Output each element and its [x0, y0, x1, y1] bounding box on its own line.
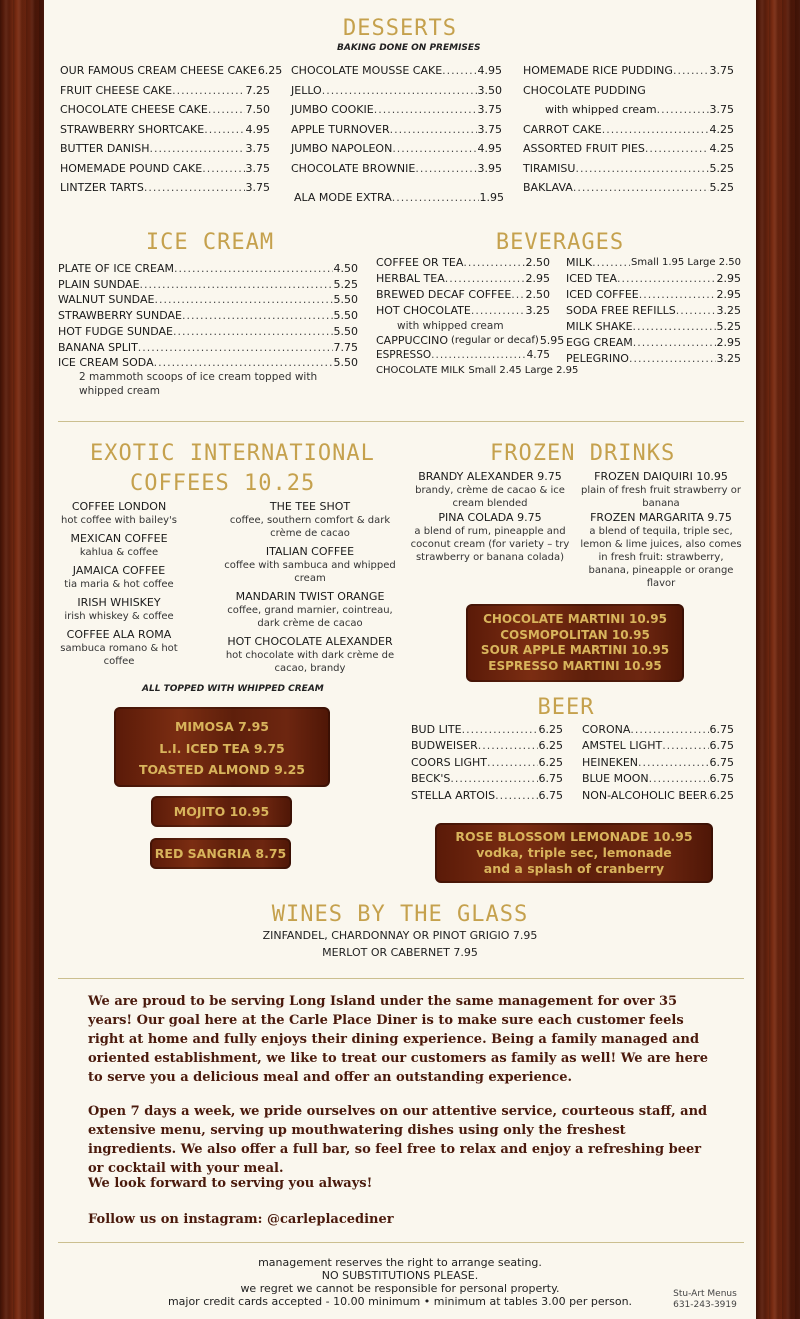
menu-item [58, 308, 358, 324]
instagram-line: Follow us on instagram: @carleplacediner [88, 1212, 394, 1227]
menu-item [411, 722, 563, 738]
menu-item-name: SODA FREE REFILLS [566, 304, 676, 317]
menu-item-name: CHOCOLATE CHEESE CAKE [60, 103, 208, 116]
menu-item: MILK ..... Small 1.95 Large 2.50 [566, 255, 741, 271]
menu-item [582, 738, 734, 754]
plaque-line: MIMOSA 7.95 [174, 719, 270, 734]
menu-item-price: 4.95 [477, 142, 502, 155]
drink-desc: hot coffee with bailey's [60, 515, 177, 526]
drink-name: MANDARIN TWIST ORANGE [235, 590, 385, 603]
menu-item-name: BECK'S [411, 772, 451, 786]
drink-desc: sambuca romano & hot coffee [60, 643, 178, 667]
menu-item-name: CORONA [582, 723, 631, 736]
menu-item-price: 3.25 [716, 352, 741, 365]
coffees-right [224, 500, 396, 680]
menu-item [523, 159, 734, 179]
menu-item-price: 5.25 [716, 320, 741, 333]
menu-item-name: LINTZER TARTS [60, 181, 144, 194]
menu-item [566, 319, 741, 335]
menu-item: HOMEMADE RICE PUDDING ..... 3.75 [523, 61, 734, 81]
drink-desc: a blend of rum, pineapple and coconut cream (for variety – try strawberry or banana colada) [410, 526, 570, 563]
menu-item-name: TIRAMISU [523, 161, 576, 175]
menu-item-name: PLAIN SUNDAE [58, 277, 140, 291]
menu-item-price: 3.75 [245, 142, 270, 155]
drink-desc: brandy, crème de cacao & ice cream blended [415, 485, 565, 509]
menu-item [291, 100, 502, 120]
plaque-line: L.I. ICED TEA 9.75 [159, 740, 285, 756]
menu-item-price: 3.25 [716, 304, 741, 317]
hot-choc-note: with whipped cream [397, 320, 504, 332]
menu-item [58, 340, 358, 356]
frozen-title: FROZEN DRINKS [490, 441, 676, 466]
menu-item [291, 81, 502, 101]
drink-name: JAMAICA COFFEE [72, 564, 166, 577]
menu-item-price: 6.25 [257, 64, 283, 77]
menu-item-price: 5.50 [333, 293, 358, 307]
menu-item-price: 2.95 [716, 272, 741, 285]
drink-desc: hot chocolate with dark crème de cacao, brandy [225, 650, 395, 674]
sangria-plaque: RED SANGRIA 8.75 [150, 838, 291, 869]
menu-item [523, 178, 734, 198]
menu-item-price: 6.75 [538, 772, 563, 786]
menu-item-name: WALNUT SUNDAE [58, 293, 155, 307]
menu-item-price: 6.25 [538, 739, 563, 753]
menu-item [566, 271, 741, 287]
menu-item-name: BAKLAVA [523, 181, 573, 194]
drink-desc: coffee, southern comfort & dark crème de cacao [229, 515, 391, 539]
drink-name: HOT CHOCOLATE ALEXANDER [227, 635, 393, 648]
menu-item-name: PLATE OF ICE CREAM [58, 262, 174, 275]
menu-item-name: STELLA ARTOIS [411, 788, 496, 802]
desserts-col-3-list [523, 120, 734, 198]
drink-item [224, 500, 396, 540]
menu-item-name: CHOCOLATE BROWNIE [291, 161, 416, 175]
menu-item-name: HOMEMADE POUND CAKE [60, 161, 203, 175]
menu-item-name: EGG CREAM [566, 336, 633, 349]
drink-desc: coffee, grand marnier, cointreau, dark crème de cacao [227, 605, 393, 629]
desserts-col-3 [523, 61, 734, 198]
menu-item [291, 139, 502, 159]
plaque-line: CHOCOLATE MARTINI 10.95 [483, 612, 667, 626]
menu-item-price: 5.50 [333, 356, 358, 370]
menu-item-price: 6.75 [709, 739, 734, 753]
frozen-right [580, 470, 742, 591]
about-paragraph-2: Open 7 days a week, we pride ourselves on our attentive service, courteous staff, and extensive menu, serving up mouthwatering dishes using only the freshest ingredients. We also offer a full bar, so feel free to relax and enjoy a refreshing beer or cocktail with your meal. [88, 1104, 708, 1176]
plaque-line: vodka, triple sec, lemonade [476, 845, 672, 860]
plaque-line: and a splash of cranberry [483, 861, 665, 876]
menu-item-name: OUR FAMOUS CREAM CHEESE CAKE [60, 64, 257, 77]
menu-item [291, 61, 502, 81]
ice-cream-title: ICE CREAM [145, 230, 275, 255]
menu-item-name: JUMBO NAPOLEON [291, 142, 393, 155]
menu-item-name: HERBAL TEA [376, 272, 445, 285]
menu-item [58, 292, 358, 308]
desserts-subtitle: BAKING DONE ON PREMISES [337, 43, 481, 53]
drink-name: BRANDY ALEXANDER 9.75 [418, 470, 562, 483]
credit-name: Stu-Art Menus [673, 1289, 737, 1299]
menu-item [566, 351, 741, 367]
wines-title: WINES BY THE GLASS [271, 902, 529, 927]
drink-item [60, 596, 178, 623]
desserts-col-2 [291, 61, 502, 178]
menu-item [58, 261, 358, 277]
drink-item [224, 635, 396, 675]
drink-item [405, 511, 575, 564]
menu-item-price: 6.25 [538, 755, 563, 769]
about-paragraph-3: We look forward to serving you always! [88, 1176, 373, 1191]
divider [58, 1242, 744, 1243]
menu-item [291, 159, 502, 179]
menu-item-name: ICED COFFEE [566, 288, 639, 301]
about-paragraph-1: We are proud to be serving Long Island under the same management for over 35 years! Our goal here at the Carle Place Diner is to make sure each customer feels right at home and fully enjoys their dining experience. Being a family managed and oriented establishment, we like to treat our customers as family as well! We are here to serve you a delicious meal and offer an outstanding experience. [88, 994, 708, 1085]
coffees-title-2: COFFEES 10.25 [130, 471, 316, 496]
menu-item-name: BANANA SPLIT [58, 340, 138, 354]
plaque-line: ROSE BLOSSOM LEMONADE 10.95 [455, 829, 693, 844]
ice-cream-list [58, 261, 358, 371]
footer-line-2: NO SUBSTITUTIONS PLEASE. [321, 1269, 479, 1282]
menu-item [523, 120, 734, 140]
menu-item-price: 6.75 [709, 755, 734, 769]
menu-item [411, 738, 563, 754]
menu-item-price: 7.25 [245, 83, 270, 97]
menu-item-name: BUDWEISER [411, 739, 478, 753]
menu-item-price: 4.25 [709, 142, 734, 155]
footer-line-1: management reserves the right to arrange seating. [258, 1256, 542, 1269]
menu-item-price: 3.50 [477, 83, 502, 97]
menu-item-price: 2.50 [525, 288, 550, 301]
menu-item-price: 2.95 [716, 288, 741, 301]
ala-mode-row: ALA MODE EXTRA ..... 1.95 [294, 188, 504, 208]
menu-item-name: BLUE MOON [582, 772, 649, 786]
menu-item-name: COORS LIGHT [411, 755, 488, 769]
menu-item [566, 335, 741, 351]
drink-name: FROZEN DAIQUIRI 10.95 [594, 470, 728, 483]
menu-item [566, 287, 741, 303]
drink-item [60, 532, 178, 559]
menu-item [60, 120, 270, 140]
menu-item [411, 788, 563, 804]
menu-item-price: 3.75 [245, 181, 270, 194]
coffees-left [60, 500, 178, 673]
menu-item [582, 771, 734, 787]
lemonade-plaque [435, 823, 713, 883]
beer-title: BEER [537, 695, 595, 720]
menu-item-name: HOT CHOCOLATE [376, 304, 471, 317]
menu-item [582, 788, 734, 804]
drink-item [580, 470, 742, 510]
drink-name: MEXICAN COFFEE [70, 532, 168, 545]
drink-name: FROZEN MARGARITA 9.75 [590, 511, 732, 524]
drink-desc: a blend of tequila, triple sec, lemon & lime juices, also comes in fresh fruit: strawberry, banana, pineapple or orange flavor [580, 526, 742, 589]
plaque-line: SOUR APPLE MARTINI 10.95 [480, 643, 670, 657]
menu-item-name: AMSTEL LIGHT [582, 739, 663, 753]
divider [58, 421, 744, 422]
menu-item [58, 277, 358, 293]
menu-item-price: 3.75 [477, 122, 502, 136]
divider [58, 978, 744, 979]
menu-item-name: ICED TEA [566, 272, 618, 285]
menu-item-price: 5.25 [333, 277, 358, 291]
menu-item-sub: with whipped cream ..... 3.75 [523, 100, 734, 120]
menu-item-price: 2.95 [716, 336, 741, 349]
wood-border-right [756, 0, 800, 1319]
drink-item [580, 511, 742, 590]
menu-item-name: APPLE TURNOVER [291, 122, 390, 136]
menu-item-name: COFFEE OR TEA [376, 256, 464, 269]
menu-item-name: BUTTER DANISH [60, 142, 150, 155]
menu-item-price: 7.50 [245, 103, 270, 116]
martini-plaque [466, 604, 684, 682]
mojito-plaque: MOJITO 10.95 [151, 796, 292, 827]
menu-item-price: 5.25 [709, 161, 734, 175]
drink-desc: plain of fresh fruit strawberry or banana [581, 485, 741, 509]
menu-item-price: 3.75 [477, 103, 502, 116]
menu-item-price: 7.75 [333, 340, 358, 354]
beverages-col-1 [376, 255, 579, 379]
menu-item-price: 6.25 [709, 788, 734, 802]
menu-item-price: 5.50 [333, 324, 358, 338]
menu-item [376, 271, 550, 287]
drink-item [224, 545, 396, 585]
menu-item-name: CARROT CAKE [523, 122, 602, 136]
menu-item-name: JELLO [291, 83, 322, 97]
ice-cream-note: 2 mammoth scoops of ice cream topped with whipped cream [79, 371, 318, 397]
menu-item [376, 303, 550, 319]
menu-item [582, 755, 734, 771]
menu-item-name: CHOCOLATE MOUSSE CAKE [291, 64, 443, 77]
menu-item: CAPPUCCINO (regular or decaf) 5.95 [376, 334, 565, 347]
menu-item-price: 6.25 [538, 723, 563, 736]
menu-item [376, 255, 550, 271]
beer-col-2 [582, 722, 734, 804]
menu-item-name: BREWED DECAF COFFEE [376, 288, 512, 301]
menu-item-price: 5.50 [333, 309, 358, 323]
menu-item [376, 287, 550, 303]
drink-desc: tia maria & hot coffee [64, 579, 174, 590]
menu-item-price: 2.95 [525, 272, 550, 285]
plaque-line: COSMOPOLITAN 10.95 [500, 627, 650, 642]
beer-col-1 [411, 722, 563, 804]
menu-item-name: NON-ALCOHOLIC BEER [582, 788, 708, 802]
menu-item [60, 61, 283, 81]
drink-desc: irish whiskey & coffee [64, 611, 174, 622]
menu-item [582, 722, 734, 738]
menu-item-price: 3.25 [525, 304, 550, 317]
menu-item-name: STRAWBERRY SHORTCAKE [60, 122, 205, 136]
menu-item [60, 100, 270, 120]
drink-name: COFFEE ALA ROMA [66, 628, 172, 641]
menu-item-price: 4.25 [709, 122, 734, 136]
menu-item-price: 3.75 [245, 161, 270, 175]
menu-item-name: MILK SHAKE [566, 320, 633, 333]
menu-item-name: ICE CREAM SODA [58, 356, 154, 370]
mimosa-plaque [114, 707, 330, 787]
plaque-line: ESPRESSO MARTINI 10.95 [488, 658, 662, 673]
menu-item-price: 2.50 [525, 256, 550, 269]
frozen-left [405, 470, 575, 565]
coffees-title-1: EXOTIC INTERNATIONAL [90, 441, 375, 466]
wines-line-1: ZINFANDEL, CHARDONNAY OR PINOT GRIGIO 7.95 [262, 929, 538, 942]
drink-desc: kahlua & coffee [79, 547, 159, 558]
menu-item-name: PELEGRINO [566, 352, 629, 365]
menu-item [60, 159, 270, 179]
menu-item: CHOCOLATE MILK Small 2.45 Large 2.95 [376, 365, 579, 376]
drink-name: ITALIAN COFFEE [265, 545, 355, 558]
menu-item-price: 5.25 [709, 181, 734, 194]
menu-item: CHOCOLATE PUDDING [523, 83, 646, 97]
menu-item-name: STRAWBERRY SUNDAE [58, 309, 183, 323]
menu-item-name: HOT FUDGE SUNDAE [58, 324, 173, 338]
menu-item-price: 4.50 [333, 262, 358, 275]
drink-item [60, 628, 178, 668]
menu-item [60, 178, 270, 198]
menu-item-name: JUMBO COOKIE [291, 103, 374, 116]
drink-item [405, 470, 575, 510]
drink-desc: coffee with sambuca and whipped cream [224, 560, 396, 584]
plaque-line: TOASTED ALMOND 9.25 [138, 762, 306, 777]
credit-phone: 631-243-3919 [673, 1300, 737, 1310]
menu-item-name: ASSORTED FRUIT PIES [523, 142, 645, 155]
desserts-col-1 [60, 61, 283, 198]
menu-item [60, 139, 270, 159]
drink-item [60, 500, 178, 527]
menu-item-price: 6.75 [709, 723, 734, 736]
menu-item [58, 355, 358, 371]
menu-item-name: BUD LITE [411, 723, 462, 736]
menu-item-name: FRUIT CHEESE CAKE [60, 83, 173, 97]
drink-name: PINA COLADA 9.75 [438, 511, 542, 524]
wines-line-2: MERLOT OR CABERNET 7.95 [322, 946, 478, 959]
menu-item-price: 6.75 [709, 772, 734, 786]
menu-item [291, 120, 502, 140]
menu-item [60, 81, 270, 101]
menu-item-price: 4.95 [477, 64, 502, 77]
menu-item-price: 3.95 [477, 161, 502, 175]
menu-item [523, 139, 734, 159]
drink-name: IRISH WHISKEY [77, 596, 161, 609]
menu-item: ESPRESSO ..... 4.75 [376, 349, 550, 362]
drink-item [60, 564, 178, 591]
coffees-footer: ALL TOPPED WITH WHIPPED CREAM [142, 684, 324, 694]
menu-item-name: HEINEKEN [582, 755, 639, 769]
footer-line-3: we regret we cannot be responsible for personal property. [240, 1282, 560, 1295]
desserts-title: DESSERTS [343, 16, 457, 41]
drink-name: COFFEE LONDON [71, 500, 167, 513]
menu-item [411, 755, 563, 771]
beverages-title: BEVERAGES [495, 230, 625, 255]
drink-item [224, 590, 396, 630]
menu-item [411, 771, 563, 787]
drink-name: THE TEE SHOT [269, 500, 351, 513]
menu-item-price: 4.95 [245, 122, 270, 136]
menu-item [58, 324, 358, 340]
footer-line-4: major credit cards accepted - 10.00 minimum • minimum at tables 3.00 per person. [167, 1295, 633, 1308]
wood-border-left [0, 0, 44, 1319]
menu-item-price: 6.75 [538, 788, 563, 802]
menu-item [566, 303, 741, 319]
beverages-col-2 [566, 255, 741, 367]
